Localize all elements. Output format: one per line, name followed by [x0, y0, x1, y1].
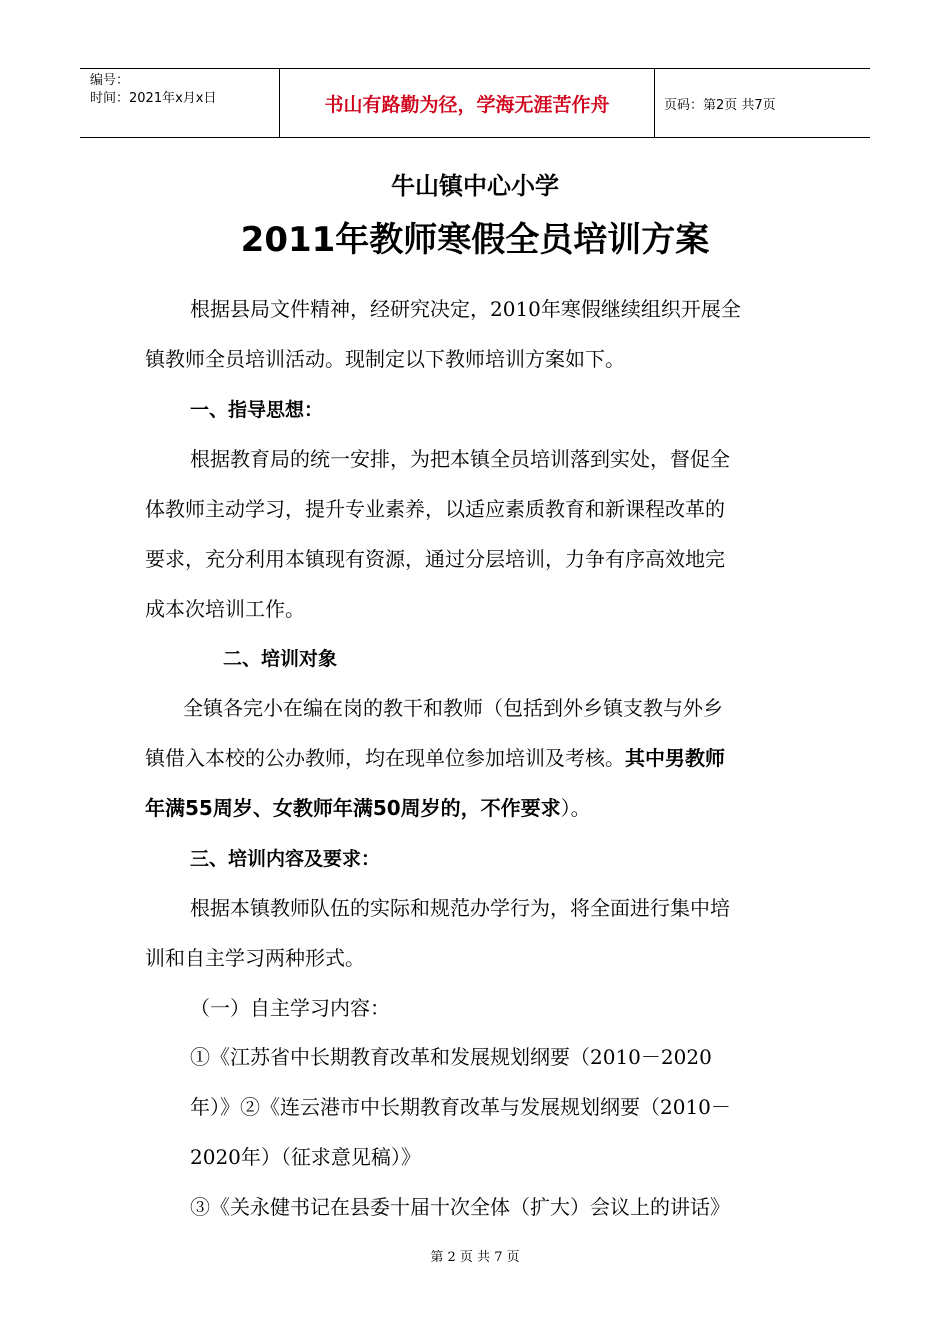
header-motto: 书山有路勤为径，学海无涯苦作舟 — [280, 69, 655, 137]
paragraph-text: ）。 — [560, 796, 591, 820]
paragraph-line: 成本次培训工作。 — [145, 597, 305, 621]
emphasis-text: 其中男教师 — [625, 746, 725, 770]
school-title: 牛山镇中心小学 — [391, 172, 559, 200]
paragraph-line: 训和自主学习两种形式。 — [145, 946, 365, 970]
list-item: 年）》②《连云港市中长期教育改革与发展规划纲要（2010－ — [190, 1095, 731, 1119]
paragraph-line — [145, 744, 815, 772]
section-heading: 二、培训对象 — [223, 648, 338, 670]
time-label: 时间：2021年x月x日 — [90, 91, 217, 106]
paragraph-line: 要求，充分利用本镇现有资源，通过分层培训，力争有序高效地完 — [145, 547, 725, 571]
section-heading: 三、培训内容及要求： — [190, 848, 381, 870]
paragraph-line: 体教师主动学习，提升专业素养，以适应素质教育和新课程改革的 — [145, 497, 725, 521]
section-heading: 一、指导思想： — [190, 399, 324, 421]
list-item: 2020年）（征求意见稿）》 — [190, 1145, 421, 1169]
list-item: ①《江苏省中长期教育改革和发展规划纲要（2010－2020 — [190, 1045, 712, 1069]
header-meta-cell — [80, 69, 280, 137]
list-item: ③《关永健书记在县委十届十次全体（扩大）会议上的讲话》 — [190, 1195, 730, 1219]
paragraph-line: 根据县局文件精神，经研究决定，2010年寒假继续组织开展全 — [190, 297, 741, 321]
emphasis-text: 年满55周岁、女教师年满50周岁的，不作要求 — [145, 796, 561, 820]
header-page-info: 页码：第2页 共7页 — [664, 97, 776, 113]
paragraph-line: 根据本镇教师队伍的实际和规范办学行为，将全面进行集中培 — [190, 896, 730, 920]
paragraph-text: 镇借入本校的公办教师，均在现单位参加培训及考核。 — [145, 746, 625, 770]
paragraph-line: 全镇各完小在编在岗的教干和教师（包括到外乡镇支教与外乡 — [183, 696, 723, 720]
subsection-heading: （一）自主学习内容： — [190, 996, 390, 1020]
header-table — [80, 68, 870, 138]
paragraph-line — [145, 794, 815, 822]
number-label: 编号： — [90, 73, 130, 88]
paragraph-line: 根据教育局的统一安排，为把本镇全员培训落到实处，督促全 — [190, 447, 730, 471]
paragraph-line: 镇教师全员培训活动。现制定以下教师培训方案如下。 — [145, 347, 625, 371]
plan-title: 2011年教师寒假全员培训方案 — [240, 220, 710, 260]
page-footer: 第 2 页 共 7 页 — [430, 1250, 520, 1265]
